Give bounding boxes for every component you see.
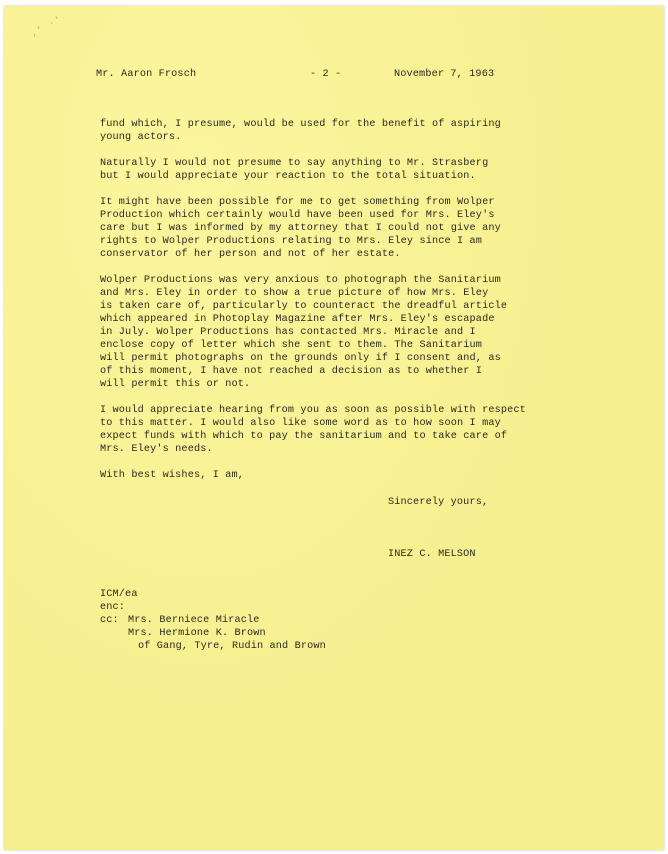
paragraph	[100, 157, 560, 183]
text-line: expect funds with which to pay the sanitarium and to take care of	[100, 431, 508, 442]
paragraph	[100, 118, 560, 144]
header-page-number: - 2 -	[310, 69, 342, 80]
closing-wish	[100, 469, 560, 482]
text-line: will permit photographs on the grounds only if I consent and, as	[100, 353, 501, 364]
text-line: and Mrs. Eley in order to show a true picture of how Mrs. Eley	[100, 288, 489, 299]
text-line: of this moment, I have not reached a decision as to whether I	[100, 366, 483, 377]
cc-recipient-firm: of Gang, Tyre, Rudin and Brown	[138, 641, 326, 652]
text-line: but I would appreciate your reaction to the total situation.	[100, 171, 476, 182]
text-line: to this matter. I would also like some word as to how soon I may	[100, 418, 501, 429]
text-line: Mrs. Eley's needs.	[100, 444, 213, 455]
paragraph	[100, 404, 560, 456]
text-line: Wolper Productions was very anxious to photograph the Sanitarium	[100, 275, 501, 286]
paragraph	[100, 274, 560, 391]
text-line: young actors.	[100, 132, 182, 143]
enclosure-label: enc:	[100, 602, 126, 613]
header-date: November 7, 1963	[394, 69, 495, 80]
text-line: It might have been possible for me to get something from Wolper	[100, 197, 495, 208]
letter-body	[100, 118, 560, 495]
header-recipient: Mr. Aaron Frosch	[96, 69, 197, 80]
paragraph	[100, 196, 560, 261]
letter-footer	[100, 588, 460, 653]
paper-mark: ,' ·'	[30, 14, 64, 39]
text-line: in July. Wolper Productions has contacted Mrs. Miracle and I	[100, 327, 476, 338]
cc-label: cc:	[100, 615, 119, 626]
text-line: Naturally I would not presume to say anything to Mr. Strasberg	[100, 158, 489, 169]
text-line: conservator of her person and not of her estate.	[100, 249, 401, 260]
text-line: rights to Wolper Productions relating to Mrs. Eley since I am	[100, 236, 483, 247]
text-line: will permit this or not.	[100, 379, 251, 390]
text-line: is taken care of, particularly to counteract the dreadful article	[100, 301, 508, 312]
text-line: care but I was informed by my attorney that I could not give any	[100, 223, 501, 234]
text-line: enclose copy of letter which she sent to them. The Sanitarium	[100, 340, 483, 351]
reference-initials: ICM/ea	[100, 589, 138, 600]
cc-recipient: Mrs. Hermione K. Brown	[128, 628, 266, 639]
letter-page	[4, 6, 664, 850]
text-line: With best wishes, I am,	[100, 470, 245, 481]
cc-recipient: Mrs. Berniece Miracle	[128, 615, 260, 626]
text-line: which appeared in Photoplay Magazine after Mrs. Eley's escapade	[100, 314, 495, 325]
text-line: fund which, I presume, would be used for the benefit of aspiring	[100, 119, 501, 130]
signer-name: INEZ C. MELSON	[388, 549, 476, 560]
letter-header	[96, 68, 516, 82]
complimentary-close: Sincerely yours,	[388, 497, 489, 508]
text-line: I would appreciate hearing from you as soon as possible with respect	[100, 405, 526, 416]
text-line: Production which certainly would have been used for Mrs. Eley's	[100, 210, 495, 221]
